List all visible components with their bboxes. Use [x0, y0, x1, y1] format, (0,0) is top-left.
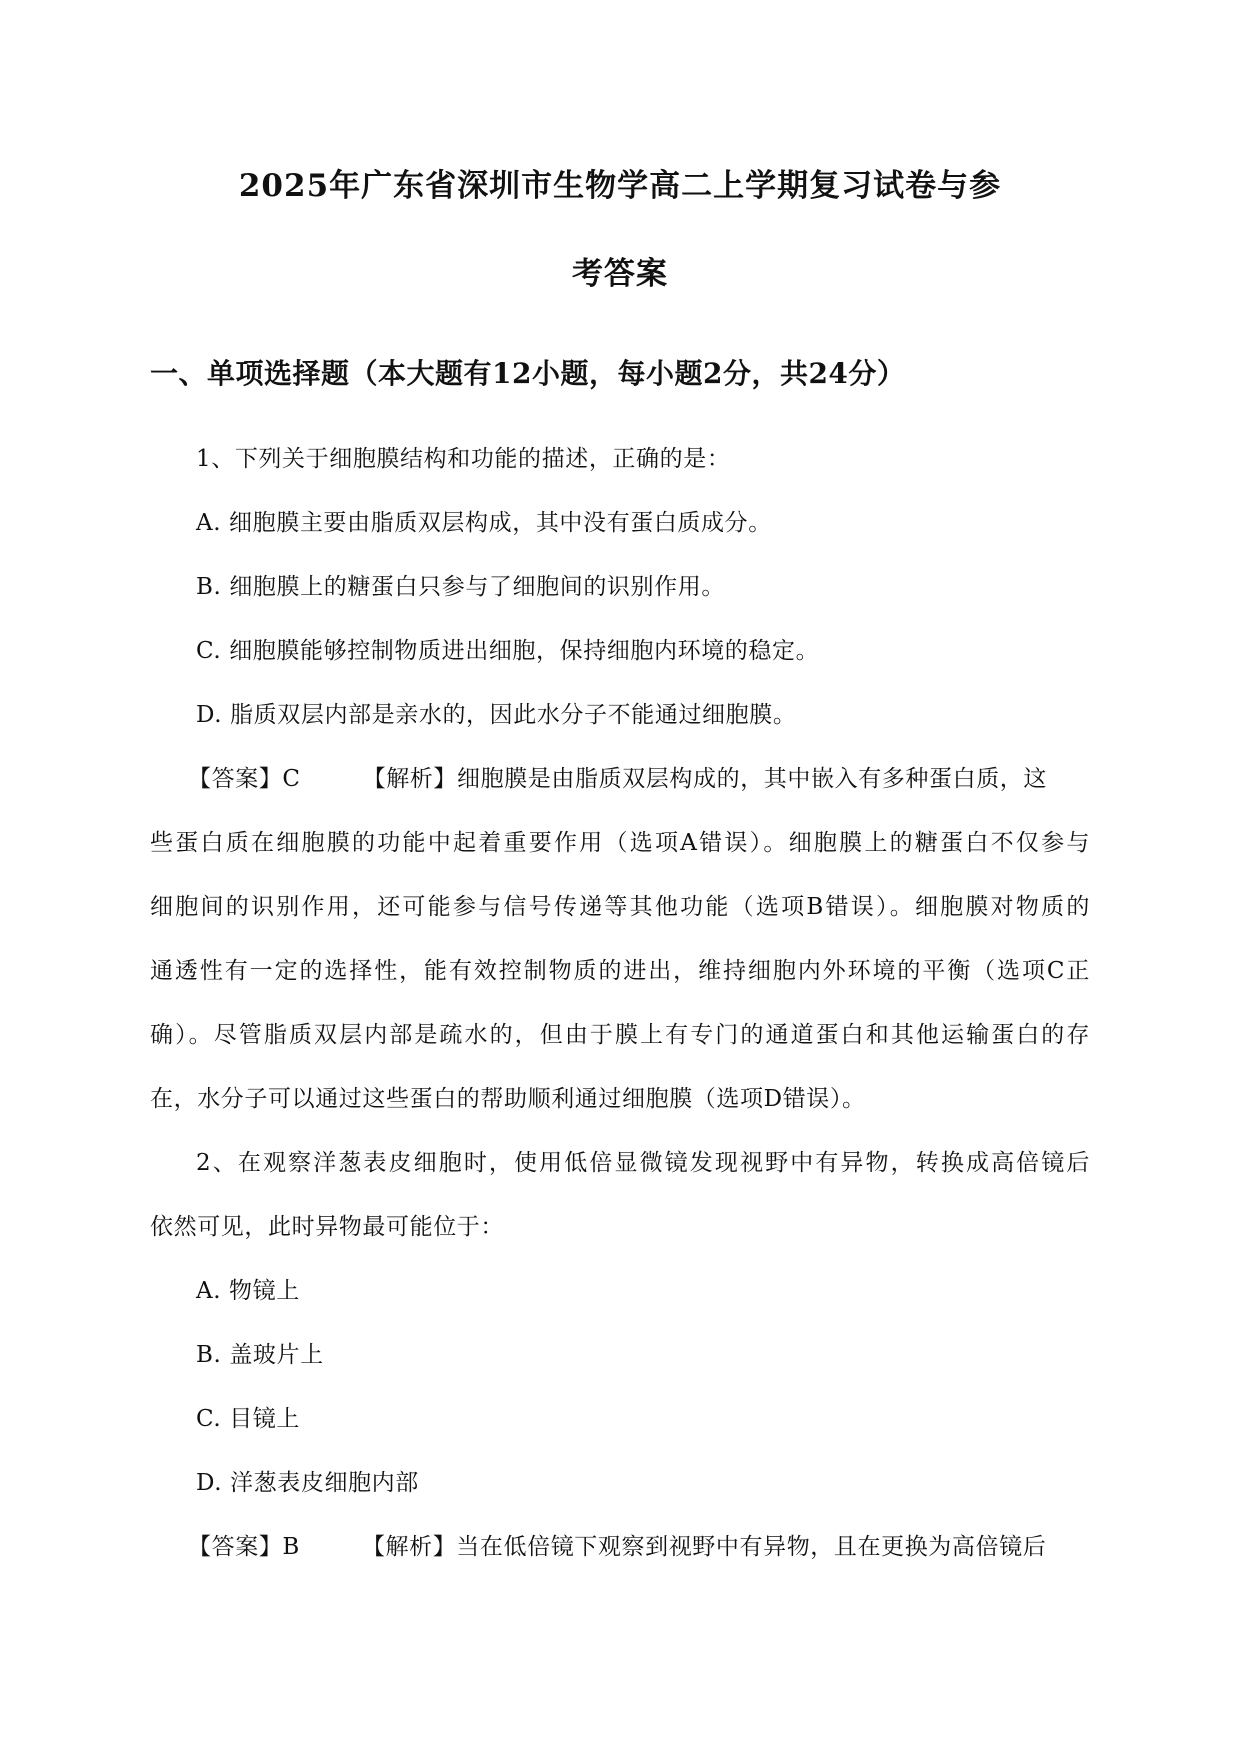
question-1-option-a: A. 细胞膜主要由脂质双层构成，其中没有蛋白质成分。 [196, 510, 772, 536]
question-1-option-b: B. 细胞膜上的糖蛋白只参与了细胞间的识别作用。 [196, 574, 725, 600]
question-2-stem-line2: 依然可见，此时异物最可能位于： [150, 1214, 504, 1240]
document-title-line2: 考答案 [572, 256, 668, 292]
question-2-answer: 【答案】B [188, 1534, 300, 1560]
section-heading: 一、单项选择题（本大题有12小题，每小题2分，共24分） [150, 357, 906, 390]
question-1-explanation-line4: 通透性有一定的选择性，能有效控制物质的进出，维持细胞内外环境的平衡（选项C正 [150, 958, 1090, 984]
question-1-answer: 【答案】C [188, 766, 301, 792]
question-2-stem-line1: 2、在观察洋葱表皮细胞时，使用低倍显微镜发现视野中有异物，转换成高倍镜后 [196, 1150, 1090, 1176]
question-1-explanation-line6: 在，水分子可以通过这些蛋白的帮助顺利通过细胞膜（选项D错误）。 [150, 1086, 866, 1112]
question-1-explanation-line5: 确）。尽管脂质双层内部是疏水的，但由于膜上有专门的通道蛋白和其他运输蛋白的存 [150, 1022, 1090, 1048]
question-1-option-d: D. 脂质双层内部是亲水的，因此水分子不能通过细胞膜。 [196, 702, 797, 728]
document-title-line1: 2025年广东省深圳市生物学高二上学期复习试卷与参 [238, 168, 1002, 204]
question-1-explanation-line2: 些蛋白质在细胞膜的功能中起着重要作用（选项A错误）。细胞膜上的糖蛋白不仅参与 [150, 830, 1090, 856]
question-1-stem: 1、下列关于细胞膜结构和功能的描述，正确的是： [196, 446, 731, 472]
question-2-option-a: A. 物镜上 [196, 1278, 300, 1304]
question-2-option-c: C. 目镜上 [196, 1406, 301, 1432]
question-1-explanation-line1: 【解析】细胞膜是由脂质双层构成的，其中嵌入有多种蛋白质，这 [362, 766, 1048, 792]
question-1-answer-row [188, 760, 1047, 793]
question-2-option-d: D. 洋葱表皮细胞内部 [196, 1470, 419, 1496]
question-2-option-b: B. 盖玻片上 [196, 1342, 324, 1368]
question-2-explanation-line1: 【解析】当在低倍镜下观察到视野中有异物，且在更换为高倍镜后 [361, 1534, 1047, 1560]
question-1-option-c: C. 细胞膜能够控制物质进出细胞，保持细胞内环境的稳定。 [196, 638, 820, 664]
question-2-answer-row [188, 1528, 1046, 1561]
question-1-explanation-line3: 细胞间的识别作用，还可能参与信号传递等其他功能（选项B错误）。细胞膜对物质的 [150, 894, 1090, 920]
